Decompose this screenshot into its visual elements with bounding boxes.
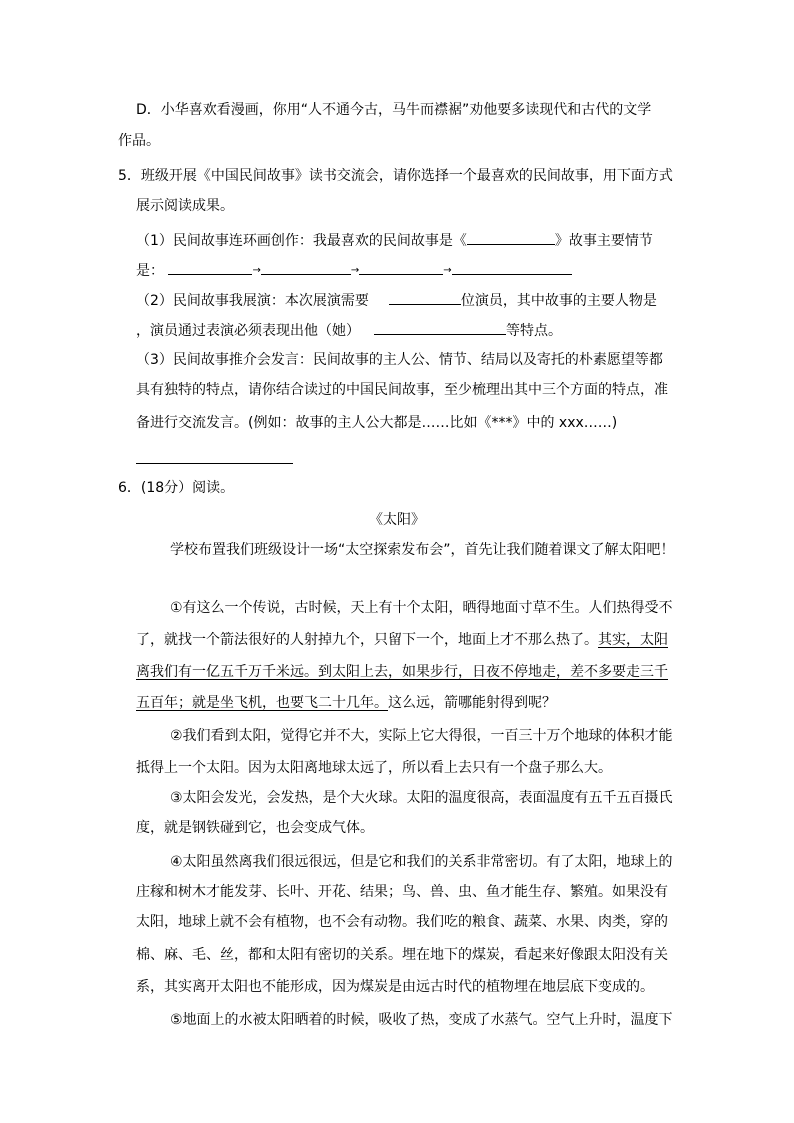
text: 了，就找一个箭法很好的人射掉九个，只留下一个，地面上才不那么热了。 [136,632,598,648]
arrow-icon: → [443,265,452,276]
text-line: 具有独特的特点，请你结合读过的中国民间故事，至少梳理出其中三个方面的特点，准 [136,382,668,398]
text-line [136,630,668,650]
text-line: 抵得上一个太阳。因为太阳离地球太远了，所以看上去只有一个盘子那么大。 [136,760,612,776]
question-6-heading: 6．(18分）阅读。 [118,480,235,496]
text: （2）民间故事我展演：本次展演需要 [136,293,369,309]
arrow-icon: → [350,265,360,276]
text: （1）民间故事连环画创作：我最喜欢的民间故事是《 [136,233,467,249]
part-2-line [136,320,562,340]
text: 是： [136,263,164,279]
answer-blank-story-name[interactable] [467,230,555,245]
text-line: ①有这么一个传说，古时候，天上有十个太阳，晒得地面寸草不生。人们热得受不 [170,600,673,616]
answer-blank-plot-1[interactable] [168,260,252,275]
text: 》故事主要情节 [554,233,653,249]
text: 这么远，箭哪能射得到呢？ [388,695,556,711]
answer-blank-plot-3[interactable] [359,260,443,275]
text-line: 度，就是钢铁碰到它，也会变成气体。 [136,820,374,836]
text: 等特点。 [506,323,562,339]
text-line: ④太阳虽然离我们很远很远，但是它和我们的关系非常密切。有了太阳，地球上的 [170,854,673,870]
underlined-text: 离我们有一亿五千万千米远。到太阳上去，如果步行，日夜不停地走，差不多要走三千 [136,664,668,680]
part-1-plot-line [136,260,572,280]
text-line: 系，其实离开太阳也不能形成，因为煤炭是由远古时代的植物埋在地层底下变成的。 [136,979,654,995]
text-line: ②我们看到太阳，觉得它并不大，实际上它大得很，一百三十万个地球的体积才能 [170,728,673,744]
underlined-text: 五百年；就是坐飞机，也要飞二十几年。 [136,695,388,711]
text-line: 庄稼和树木才能发芽、长叶、开花、结果；鸟、兽、虫、鱼才能生存、繁殖。如果没有 [136,884,668,900]
text-line: 作品。 [118,133,160,149]
question-5-stem: 5．班级开展《中国民间故事》读书交流会，请你选择一个最喜欢的民间故事，用下面方式 [118,168,673,184]
answer-blank-plot-4[interactable] [452,260,572,275]
text-line: 棉、麻、毛、丝，都和太阳有密切的关系。埋在地下的煤炭，看起来好像跟太阳没有关 [136,947,668,963]
passage-intro: 学校布置我们班级设计一场“太空探索发布会”，首先让我们随着课文了解太阳吧！ [170,542,675,558]
answer-blank-plot-2[interactable] [261,260,351,275]
text-line: 展示阅读成果。 [136,198,234,214]
text: ，演员通过表演必须表现出他（她） [136,323,360,339]
part-2-line [136,290,657,310]
text-line: 太阳，地球上就不会有植物，也不会有动物。我们吃的粮食、蔬菜、水果、肉类，穿的 [136,914,668,930]
underlined-text: 其实，太阳 [598,632,668,648]
answer-line[interactable] [136,463,293,464]
text-line: ③太阳会发光，会发热，是个大火球。太阳的温度很高，表面温度有五千五百摄氏 [170,790,673,806]
text-line: D．小华喜欢看漫画，你用“人不通今古，马牛而襟裾”劝他要多读现代和古代的文学 [136,102,652,118]
text: 位演员，其中故事的主要人物是 [460,293,657,309]
arrow-icon: → [252,265,261,276]
part-1-line [136,230,653,250]
answer-blank-traits[interactable] [374,320,506,335]
text-line: 备进行交流发言。(例如：故事的主人公大都是……比如《***》中的 xxx……) [136,415,618,431]
text-line [136,693,556,713]
answer-blank-actor-count[interactable] [389,290,461,305]
text-line: ⑤地面上的水被太阳晒着的时候，吸收了热，变成了水蒸气。空气上升时，温度下 [170,1012,673,1028]
text-line: （3）民间故事推介会发言：民间故事的主人公、情节、结局以及寄托的朴素愿望等都 [136,352,663,368]
passage-title: 《太阳》 [369,512,425,528]
